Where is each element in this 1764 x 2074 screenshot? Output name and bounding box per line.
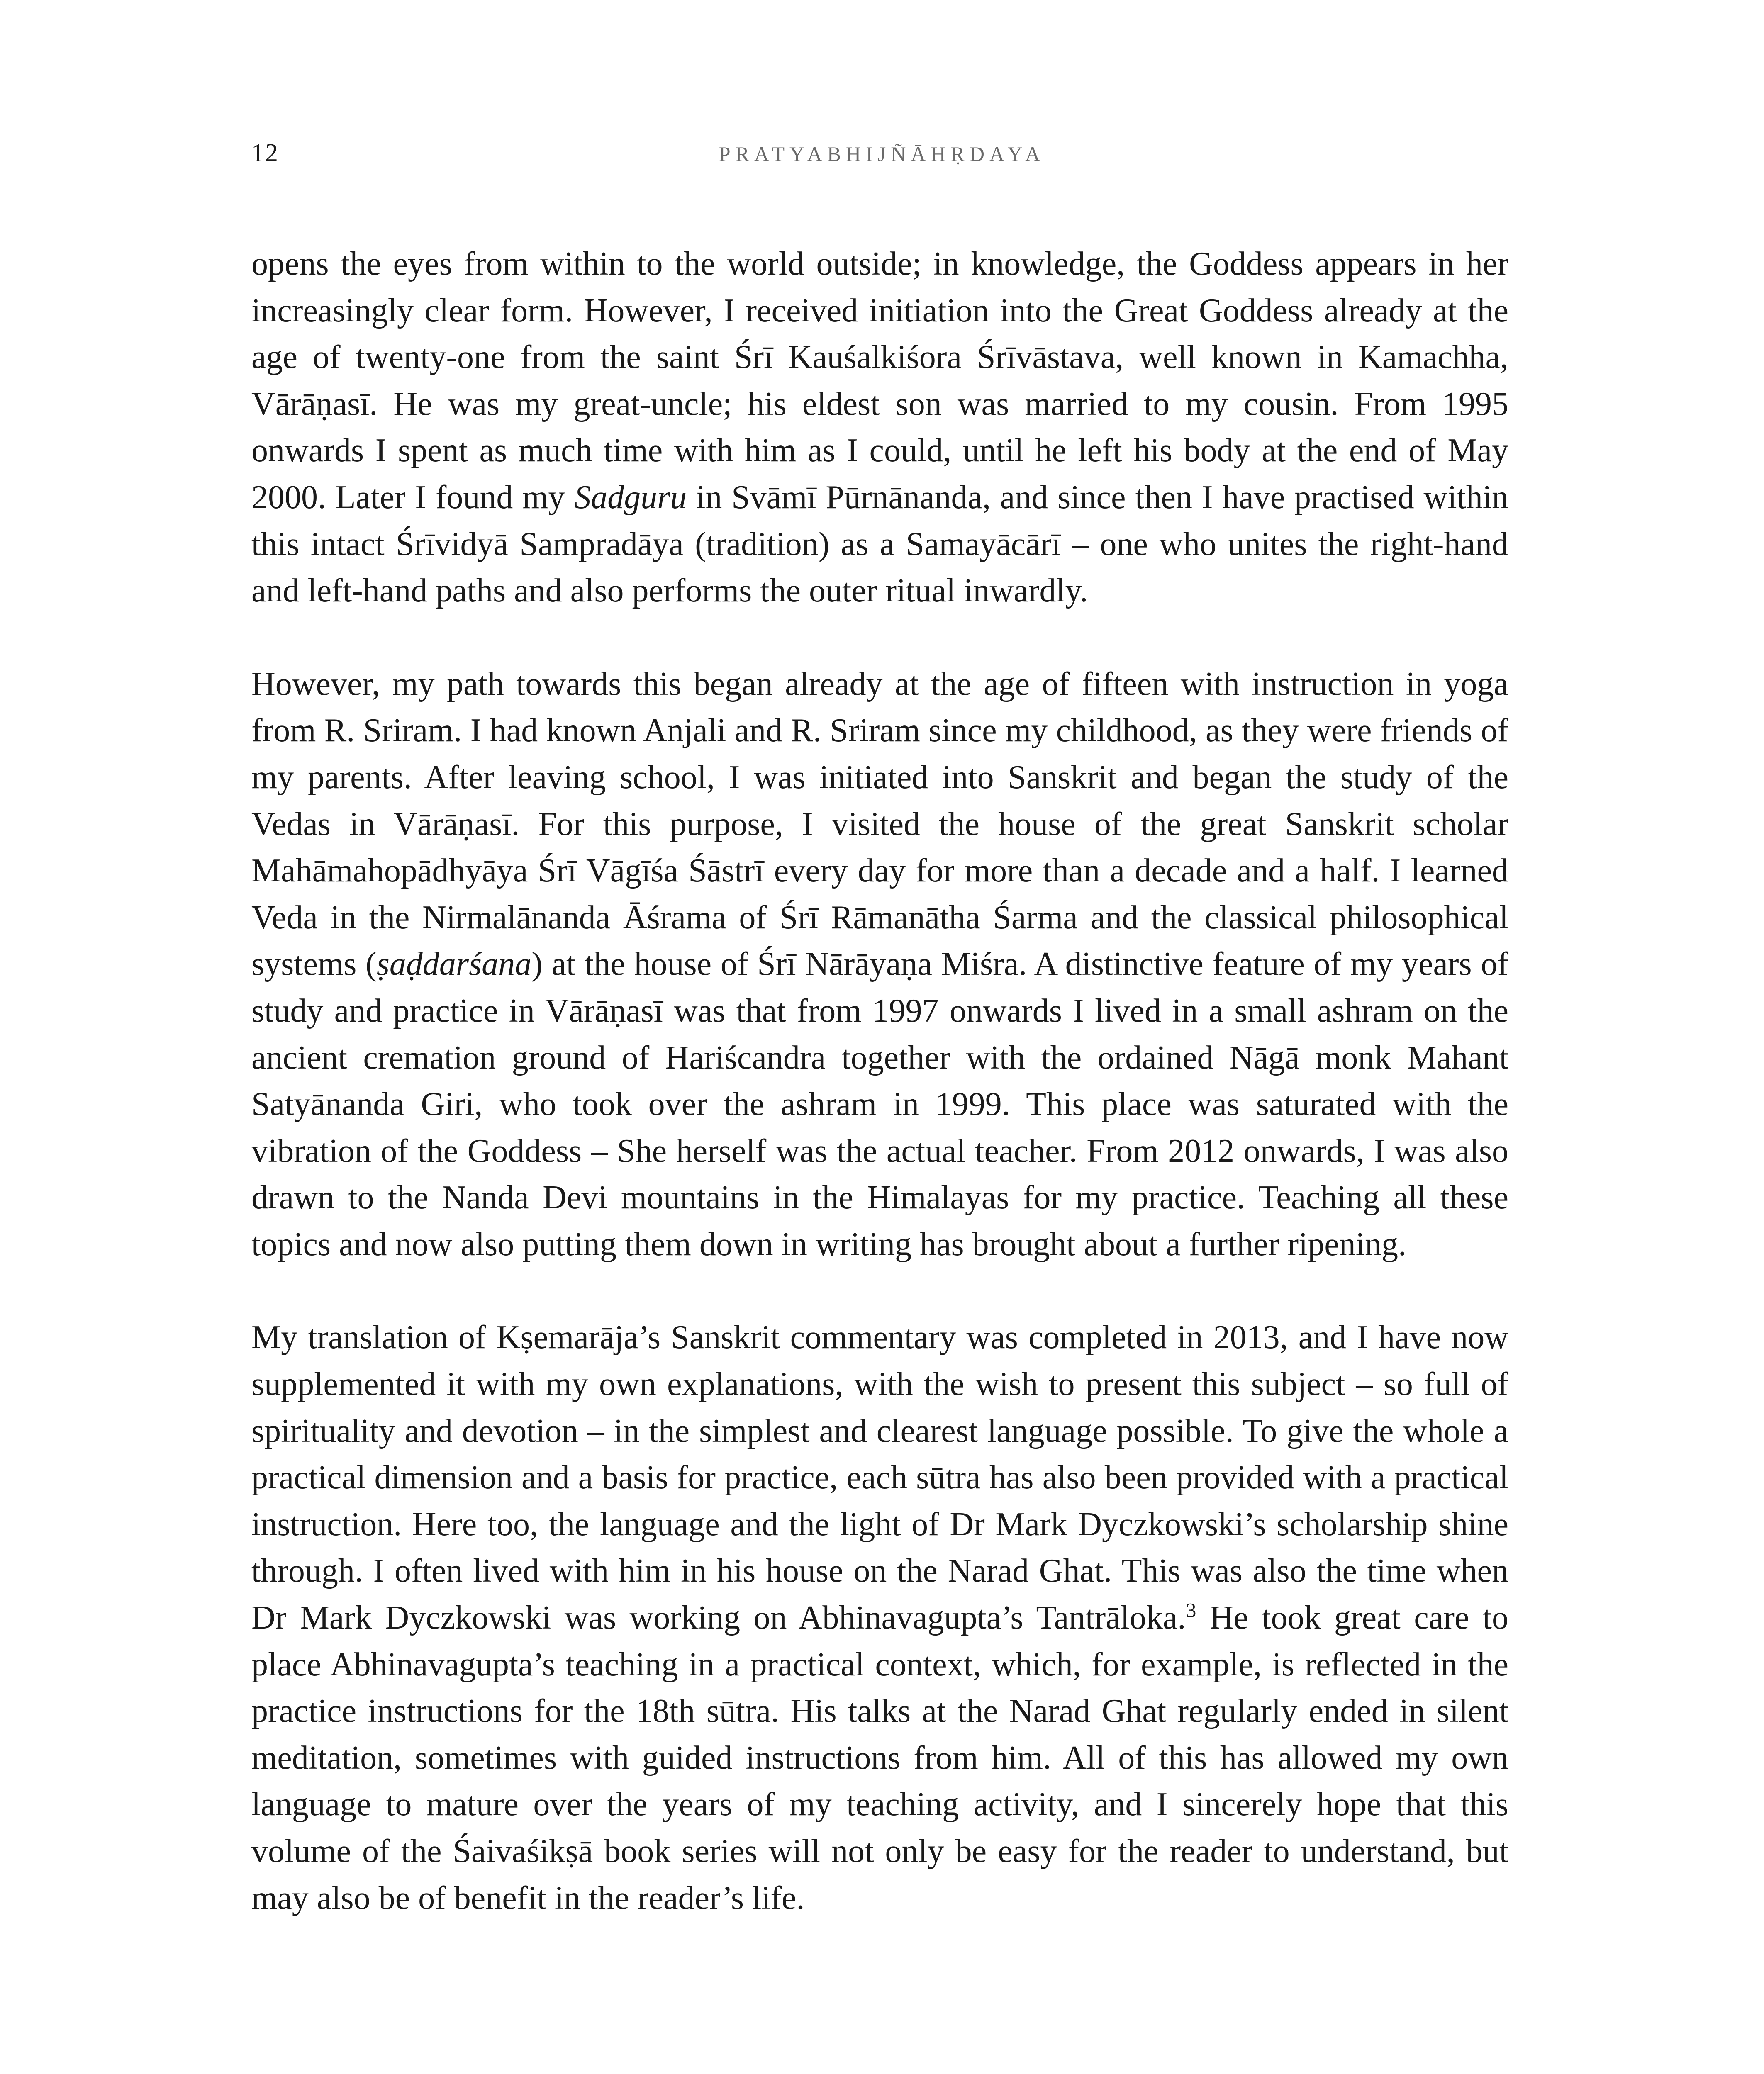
paragraph-1 [251, 241, 1508, 614]
paragraph-2-text-start: However, my path towards this began already at the age of fifteen with instruction in yoga from R. Sriram. I had known Anjali and R. Sriram since my childhood, as they were friends of my parents. After leaving school, I was initiated into Sanskrit and began the study of the Vedas in Vārāṇasī. For this purpose, I visited the house of the great Sanskrit scholar Mahāmahopādhyāya Śrī Vāgīśa Śāstrī every day for more than a decade and a half. I learned Veda in the Nirmalānanda Āśrama of Śrī Rāmanātha Śarma and the classical philosophical systems ( [251, 665, 1508, 983]
paragraph-3-text-end: He took great care to place Abhinavagupta’s teaching in a practical context, which, for example, is reflected in the practice instructions for the 18th sūtra. His talks at the Narad Ghat regularly ended in silent meditation, sometimes with guided instructions from him. All of this has allowed my own language to mature over the years of my teaching activity, and I sincerely hope that this volume of the Śaivaśikṣā book series will not only be easy for the reader to understand, but may also be of benefit in the reader’s life. [251, 1599, 1509, 1916]
paragraph-1-italic-term: Sadguru [574, 479, 687, 516]
paragraph-1-text-start: opens the eyes from within to the world outside; in knowledge, the Goddess appears in her increasingly clear form. However, I received initiation into the Great Goddess already at the age of twenty-one from the saint Śrī Kauśalkiśora Śrīvāstava, well known in Kamachha, Vārāṇasī. He was my great-uncle; his eldest son was married to my cousin. From 1995 onwards I spent as much time with him as I could, until he left his body at the end of May 2000. Later I found my [251, 246, 1508, 516]
page-number: 12 [251, 139, 279, 167]
running-head: PRATYABHIJÑĀHṚDAYA [719, 142, 1045, 166]
footnote-reference[interactable]: 3 [1186, 1598, 1196, 1622]
paragraph-2 [251, 661, 1508, 1268]
paragraph-3 [251, 1314, 1508, 1921]
paragraph-2-text-end: ) at the house of Śrī Nārāyaṇa Miśra. A distinctive feature of my years of study and practice in Vārāṇasī was that from 1997 onwards I lived in a small ashram on the ancient cremation ground of Hariścandra together with the ordained Nāgā monk Mahant Satyānanda Giri, who took over the ashram in 1999. This place was saturated with the vibration of the Goddess – She herself was the actual teacher. From 2012 onwards, I was also drawn to the Nanda Devi mountains in the Himalayas for my practice. Teaching all these topics and now also putting them down in writing has brought about a further ripening. [251, 946, 1509, 1263]
paragraph-3-text-start: My translation of Kṣemarāja’s Sanskrit commentary was completed in 2013, and I have now supplemented it with my own explanations, with the wish to present this subject – so full of spirituality and devotion – in the simplest and clearest language possible. To give the whole a practical dimension and a basis for practice, each sūtra has also been provided with a practical instruction. Here too, the language and the light of Dr Mark Dyczkowski’s scholarship shine through. I often lived with him in his house on the Narad Ghat. This was also the time when Dr Mark Dyczkowski was working on Abhinavagupta’s Tantrāloka. [251, 1319, 1508, 1636]
body-text [251, 241, 1508, 1968]
paragraph-1-text-end: in Svāmī Pūrnānanda, and since then I have practised within this intact Śrīvidyā Sampradāya (tradition) as a Samayācārī – one who unites the right-hand and left-hand paths and also performs the outer ritual inwardly. [251, 479, 1508, 609]
paragraph-2-italic-term: ṣaḍdarśana [376, 946, 532, 983]
